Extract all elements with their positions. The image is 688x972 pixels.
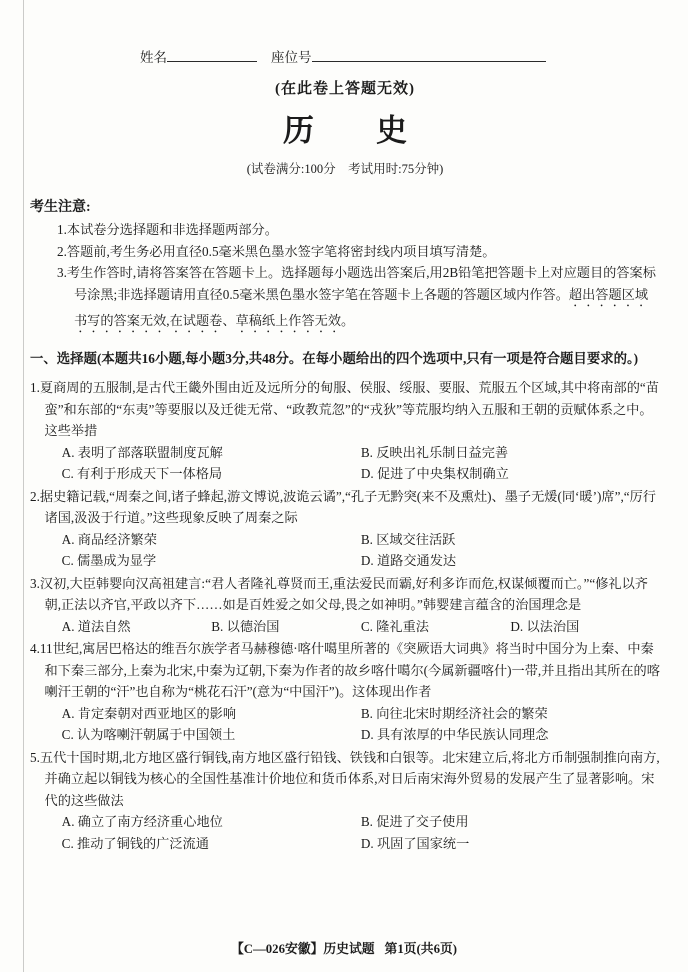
notice-item-emphasized-text: 超出答题区域书写的答案无效,在试题卷、草稿纸上作答无效。 bbox=[74, 286, 649, 328]
question bbox=[30, 573, 660, 638]
option: A. 确立了南方经济重心地位 bbox=[61, 814, 223, 829]
question bbox=[30, 377, 660, 485]
notice-item-text: 3.考生作答时,请将答案答在答题卡上。选择题每小题选出答案后,用2B铅笔把答题卡上对应题目的答案标号涂黑;非选择题请用直径0.5毫米黑色墨水签字笔在答题卡上各题的答题区域内作答。 bbox=[57, 265, 656, 302]
option: C. 儒墨成为显学 bbox=[61, 553, 157, 568]
option-list bbox=[62, 811, 660, 854]
seat-blank bbox=[312, 49, 546, 62]
question bbox=[30, 486, 660, 572]
question-list bbox=[30, 377, 660, 854]
paper-subtitle: (试卷满分:100分 考试用时:75分钟) bbox=[246, 162, 444, 176]
footer-doc-title: 历史试题 bbox=[323, 942, 375, 956]
footer-page-number: 第1页(共6页) bbox=[384, 942, 458, 956]
option: C. 隆礼重法 bbox=[360, 618, 429, 634]
notice-item bbox=[57, 262, 660, 336]
option: D. 道路交通发达 bbox=[360, 553, 457, 568]
notice-item-text: 2.答题前,考生务必用直径0.5毫米黑色墨水签字笔将密封线内项目填写清楚。 bbox=[57, 243, 496, 259]
option: B. 区域交往活跃 bbox=[360, 531, 456, 547]
option: A. 商品经济繁荣 bbox=[61, 531, 157, 547]
seat-label: 座位号 bbox=[271, 50, 312, 65]
option: C. 推动了铜钱的广泛流通 bbox=[61, 835, 209, 851]
question-stem: 5.五代十国时期,北方地区盛行铜钱,南方地区盛行铅钱、铁钱和白银等。北宋建立后,将北方币制强制推向南方,并确立起以铜钱为核心的全国性基准计价地位和货币体系,对日后南宋海外贸易的发展产生了显著影响。宋代的这些做法 bbox=[30, 749, 660, 808]
question-stem: 4.11世纪,寓居巴格达的维吾尔族学者马赫穆德·喀什噶里所著的《突厥语大词典》将当时中国分为上秦、中秦和下秦三部分,上秦为北宋,中秦为辽朝,下秦为作者的故乡喀什噶尔(今属新疆喀什)一带,并且指出其所在的喀喇汗王朝的“汗”也自称为“桃花石汗”(意为“中国汗”)。这体现出作者 bbox=[30, 641, 660, 699]
question-stem: 2.据史籍记载,“周秦之间,诸子蜂起,游文博说,波诡云谲”,“孔子无黔突(来不及熏灶)、墨子无煖(同‘暖’)席”,“厉行诸国,汲汲于行道。”这些现象反映了周秦之际 bbox=[30, 488, 656, 525]
option: C. 有利于形成天下一体格局 bbox=[61, 466, 223, 481]
option-list bbox=[62, 442, 660, 485]
option: D. 以法治国 bbox=[510, 618, 580, 634]
option: A. 道法自然 bbox=[61, 618, 131, 634]
option-list bbox=[62, 529, 660, 572]
notice-list bbox=[57, 219, 660, 336]
question bbox=[30, 638, 660, 746]
option: A. 肯定秦朝对西亚地区的影响 bbox=[61, 705, 237, 721]
option: A. 表明了部落联盟制度瓦解 bbox=[61, 444, 223, 460]
question bbox=[30, 747, 660, 855]
notice-item bbox=[57, 241, 660, 263]
question-stem: 1.夏商周的五服制,是古代王畿外围由近及远所分的甸服、侯服、绥服、要服、荒服五个区域,其中将南部的“苗蛮”和东部的“东夷”等要服以及迁徙无常、“政教荒忽”的“戎狄”等荒服均纳入五服和王朝的贡赋体系之中。这些举措 bbox=[30, 380, 659, 438]
name-seat-row bbox=[140, 46, 660, 66]
option: B. 反映出礼乐制日益完善 bbox=[360, 444, 509, 460]
option: D. 巩固了国家统一 bbox=[360, 835, 470, 851]
notice-item bbox=[57, 219, 660, 241]
candidate-notice bbox=[30, 197, 660, 336]
option: B. 向往北宋时期经济社会的繁荣 bbox=[360, 705, 548, 721]
section-heading: 一、选择题(本题共16小题,每小题3分,共48分。在每小题给出的四个选项中,只有一项是符合题目要求的。) bbox=[30, 350, 639, 366]
notice-heading: 考生注意: bbox=[30, 200, 91, 215]
option: D. 具有浓厚的中华民族认同理念 bbox=[360, 727, 549, 742]
paper-title: 历 史 bbox=[283, 113, 407, 148]
scan-edge-line bbox=[23, 0, 24, 972]
name-label: 姓名 bbox=[140, 50, 167, 65]
option: C. 认为喀喇汗朝属于中国领土 bbox=[61, 727, 236, 742]
option-list bbox=[62, 703, 660, 746]
option: B. 促进了交子使用 bbox=[360, 814, 469, 829]
question-stem: 3.汉初,大臣韩婴向汉高祖建言:“君人者隆礼尊贤而王,重法爱民而霸,好利多诈而危,权谋倾覆而亡。”“修礼以齐朝,正法以齐官,平政以齐下……如是百姓爱之如父母,畏之如神明。”韩婴建言蕴含的治国理念是 bbox=[30, 575, 648, 612]
option: B. 以德治国 bbox=[211, 618, 280, 634]
footer-paper-code: 【C—026安徽】 bbox=[230, 942, 324, 956]
option: D. 促进了中央集权制确立 bbox=[360, 466, 509, 481]
page-footer bbox=[0, 938, 688, 957]
invalid-notice: (在此卷上答题无效) bbox=[275, 81, 415, 97]
option-list bbox=[62, 616, 660, 638]
name-blank bbox=[167, 49, 257, 62]
notice-item-text: 1.本试卷分选择题和非选择题两部分。 bbox=[57, 222, 278, 237]
